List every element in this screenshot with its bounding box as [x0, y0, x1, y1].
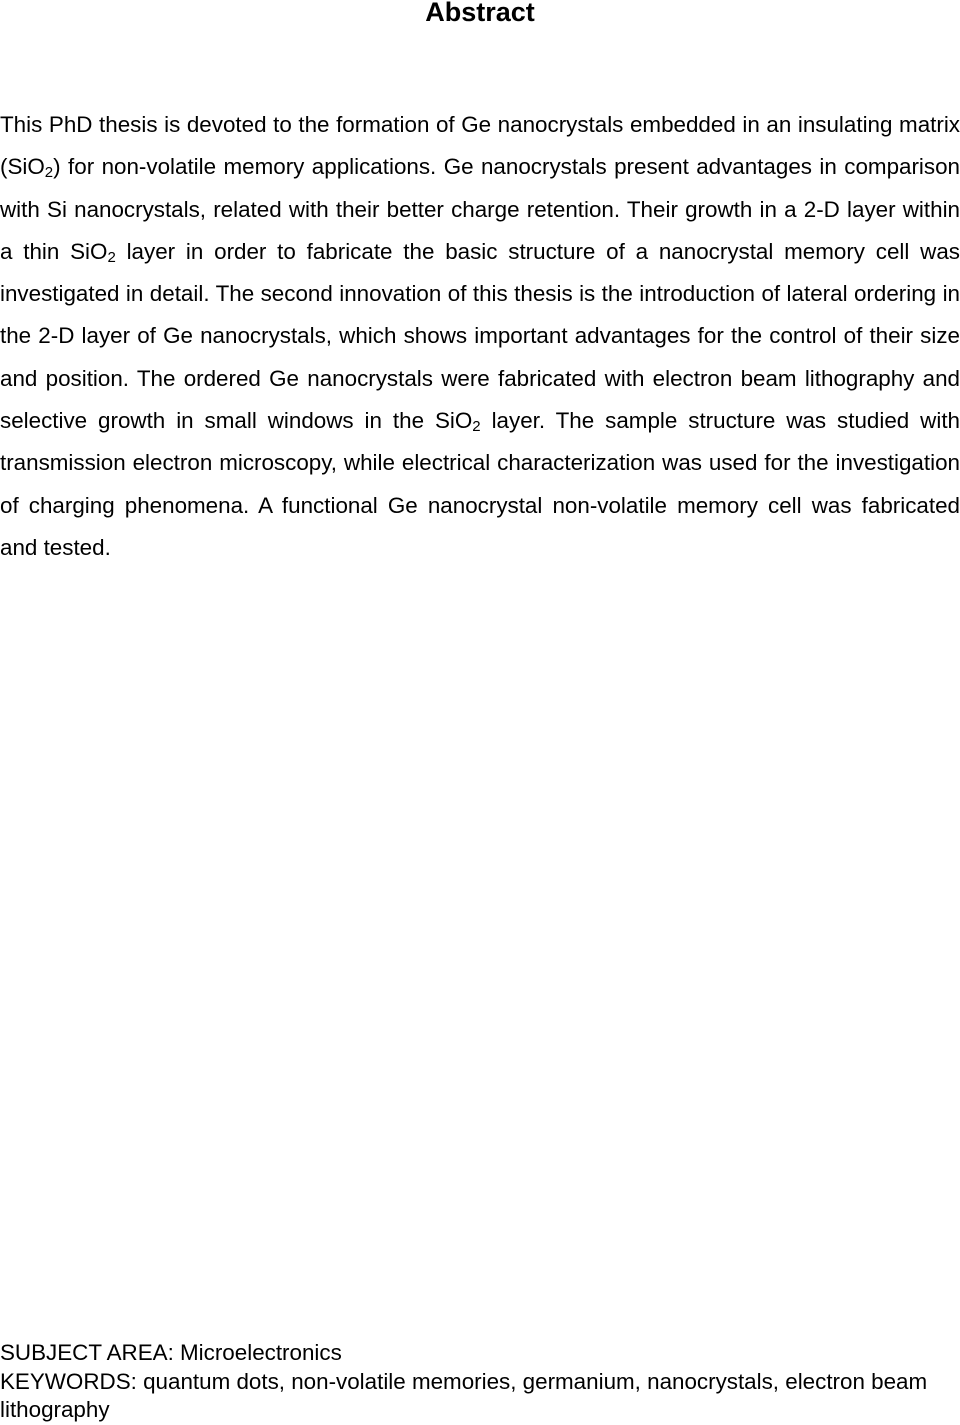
abstract-text-2: ) for non-volatile memory applications. Ge nanocrystals present advantages in comparison with Si nanocrystals, related with their better charge retention. Their growth in a 2-D layer within a thin SiO	[0, 154, 960, 264]
subscript-2: 2	[107, 248, 116, 266]
abstract-text-3: layer in order to fabricate the basic structure of a nanocrystal memory cell was investigated in detail. The second innovation of this thesis is the introduction of lateral ordering in the 2-D layer of Ge nanocrystals, which shows important advantages for the control of their size and position. The ordered Ge nanocrystals were fabricated with electron beam lithography and selective growth in small windows in the SiO	[0, 238, 960, 434]
keywords-label: KEYWORDS:	[0, 1368, 137, 1394]
keywords-value: quantum dots, non-volatile memories, germanium, nanocrystals, electron beam lithography	[0, 1368, 928, 1423]
abstract-text-1: This PhD thesis is devoted to the formation of Ge nanocrystals embedded in an insulating matrix (SiO	[0, 112, 960, 180]
abstract-text-4: layer. The sample structure was studied with transmission electron microscopy, while electrical characterization was used for the investigation of charging phenomena. A functional Ge nanocrystal non-volatile memory cell was fabricated and tested.	[0, 408, 960, 560]
subscript-2: 2	[44, 164, 54, 182]
subject-area-label: SUBJECT AREA:	[0, 1340, 174, 1365]
metadata-block	[0, 1339, 960, 1425]
subject-area-value: Microelectronics	[180, 1340, 342, 1365]
abstract-paragraph	[0, 104, 960, 569]
subscript-2: 2	[472, 418, 481, 436]
subject-area-line	[0, 1339, 960, 1368]
page-title: Abstract	[425, 0, 535, 27]
keywords-line	[0, 1368, 960, 1425]
